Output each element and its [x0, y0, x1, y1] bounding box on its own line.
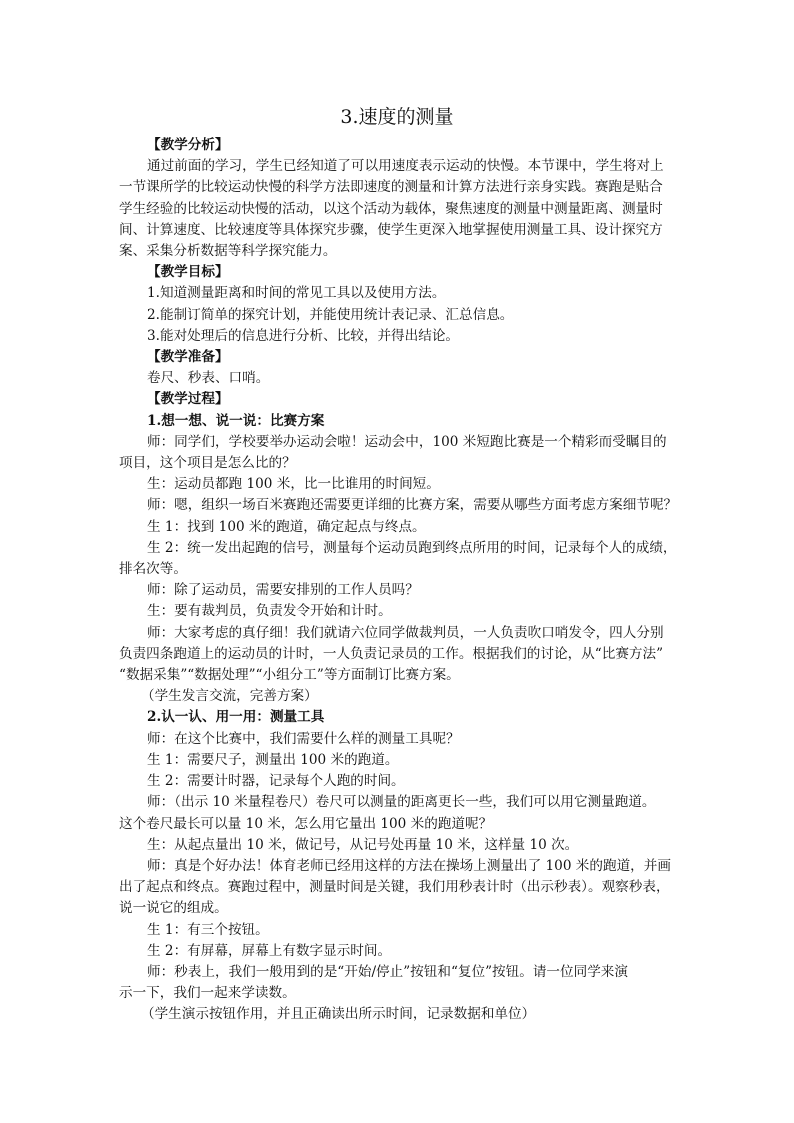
- text-line: 生 2：统一发出起跑的信号，测量每个运动员跑到终点所用的时间，记录每个人的成绩，: [147, 539, 677, 556]
- text-line: 2.能制订简单的探究计划，并能使用统计表记录、汇总信息。: [147, 306, 514, 323]
- text-line: 师：嗯，组织一场百米赛跑还需要更详细的比赛方案，需要从哪些方面考虑方案细节呢？: [147, 497, 678, 514]
- text-line: 项目，这个项目是怎么比的？: [119, 455, 296, 472]
- document-page: [119, 104, 678, 1026]
- text-line: 卷尺、秒表、口哨。: [147, 370, 270, 387]
- section-heading: 【教学准备】: [147, 349, 229, 366]
- text-line: 师：真是个好办法！体育老师已经用这样的方法在操场上测量出了 100 米的跑道，并画: [147, 857, 671, 874]
- text-line: 生 1：找到 100 米的跑道，确定起点与终点。: [147, 518, 426, 535]
- text-line: 生 1：需要尺子，测量出 100 米的跑道。: [147, 751, 399, 768]
- text-line: 师：（出示 10 米量程卷尺）卷尺可以测量的距离更长一些，我们可以用它测量跑道。: [147, 794, 656, 811]
- page-title: 3.速度的测量: [340, 106, 454, 128]
- text-line: 师：在这个比赛中，我们需要什么样的测量工具呢？: [147, 730, 460, 747]
- text-line: 生 2：有屏幕，屏幕上有数字显示时间。: [147, 942, 392, 959]
- text-line: 说一说它的组成。: [119, 900, 228, 917]
- text-line: 一节课所学的比较运动快慢的科学方法即速度的测量和计算方法进行亲身实践。赛跑是贴合: [119, 179, 663, 196]
- text-line: 排名次等。: [119, 561, 187, 578]
- text-line: 师：秒表上，我们一般用到的是“开始/停止”按钮和“复位”按钮。请一位同学来演: [147, 963, 628, 980]
- text-line: 案、采集分析数据等科学探究能力。: [119, 243, 337, 260]
- text-line: “数据采集”“数据处理”“小组分工”等方面制订比赛方案。: [119, 667, 460, 684]
- text-line: 生：运动员都跑 100 米，比一比谁用的时间短。: [147, 476, 440, 493]
- text-line: 2.认一认、用一用：测量工具: [147, 709, 325, 726]
- text-line: 通过前面的学习，学生已经知道了可以用速度表示运动的快慢。本节课中，学生将对上: [147, 158, 664, 175]
- text-line: 3.能对处理后的信息进行分析、比较，并得出结论。: [147, 327, 460, 344]
- text-line: 这个卷尺最长可以量 10 米，怎么用它量出 100 米的跑道呢？: [119, 815, 493, 832]
- text-line: 生：从起点量出 10 米，做记号，从记号处再量 10 米，这样量 10 次。: [147, 836, 579, 853]
- document-body: [119, 135, 678, 1026]
- text-line: 负责四条跑道上的运动员的计时，一人负责记录员的工作。根据我们的讨论，从“比赛方法”: [119, 645, 664, 662]
- text-line: 师：大家考虑的真仔细！我们就请六位同学做裁判员，一人负责吹口哨发令，四人分别: [147, 624, 664, 641]
- text-line: 间、计算速度、比较速度等具体探究步骤，使学生更深入地掌握使用测量工具、设计探究方: [119, 221, 663, 238]
- text-line: 生 2：需要计时器，记录每个人跑的时间。: [147, 773, 405, 790]
- section-heading: 【教学目标】: [147, 264, 229, 281]
- text-line: 生：要有裁判员，负责发令开始和计时。: [147, 603, 392, 620]
- text-line: 师：同学们，学校要举办运动会啦！运动会中，100 米短跑比赛是一个精彩而受瞩目的: [147, 433, 667, 450]
- text-line: 出了起点和终点。赛跑过程中，测量时间是关键，我们用秒表计时（出示秒表）。观察秒表，: [119, 879, 670, 896]
- section-heading: 【教学分析】: [147, 137, 229, 153]
- text-line: 1.知道测量距离和时间的常见工具以及使用方法。: [147, 285, 446, 302]
- text-line: 学生经验的比较运动快慢的活动，以这个活动为载体，聚焦速度的测量中测量距离、测量时: [119, 200, 663, 217]
- text-line: 师：除了运动员，需要安排别的工作人员吗？: [147, 582, 419, 599]
- text-line: （学生演示按钮作用，并且正确读出所示时间，记录数据和单位）: [141, 1006, 536, 1023]
- section-heading: 【教学过程】: [147, 391, 229, 408]
- text-line: 生 1：有三个按钮。: [147, 921, 269, 938]
- text-line: 1.想一想、说一说：比赛方案: [147, 412, 325, 429]
- text-line: 示一下，我们一起来学读数。: [119, 985, 296, 1002]
- text-line: （学生发言交流，完善方案）: [141, 688, 318, 705]
